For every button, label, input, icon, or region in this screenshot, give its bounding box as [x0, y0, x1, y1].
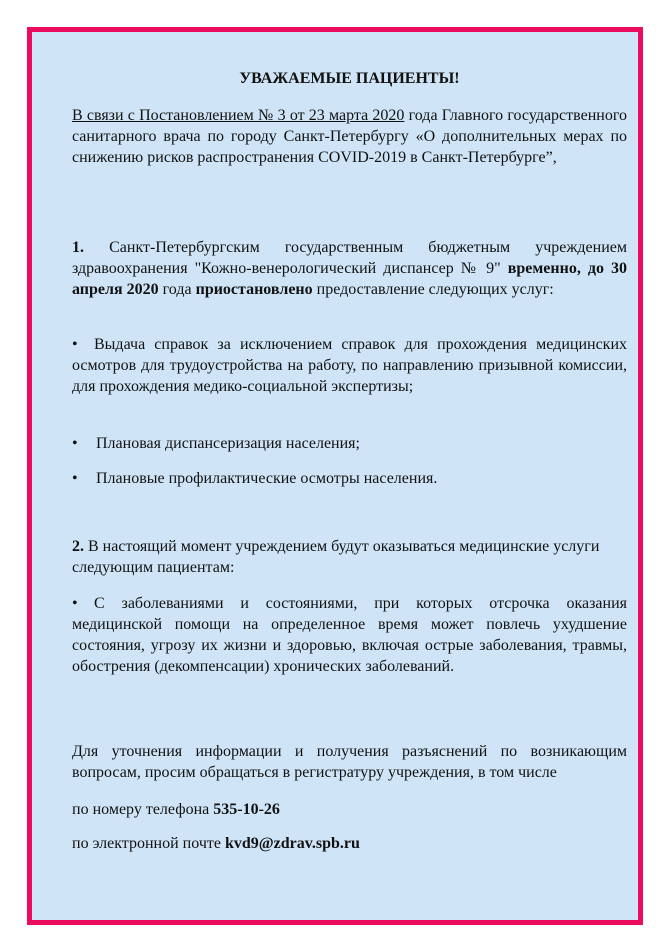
section1-text-b: года — [158, 281, 196, 298]
notice-page — [27, 27, 643, 925]
section2-number: 2. — [72, 538, 84, 555]
section2-paragraph — [72, 536, 620, 578]
section2-bullet-1 — [72, 593, 627, 677]
section1-suspended: приостановлено — [195, 281, 313, 298]
contact-email-line — [72, 833, 627, 854]
bullet-text: С заболеваниями и состояниями, при которых отсрочка оказания медицинской помощи на определенное время может повлечь ухудшение состояния, угрозу их жизни и здоровью, включая острые заболевания, травмы, обострения (декомпенсации) хронических заболеваний. — [72, 595, 627, 675]
bullet-dot-icon: • — [72, 336, 78, 353]
contact-phone-line — [72, 799, 627, 820]
intro-decree-reference: В связи с Постановлением № 3 от 23 марта 2020 — [72, 107, 405, 124]
bullet-text: Плановая диспансеризация населения; — [96, 435, 360, 452]
bullet-dot-icon: • — [72, 595, 78, 612]
section1-paragraph — [72, 237, 627, 300]
intro-text: года Главного государственного санитарного врача по городу Санкт-Петербургу «О дополнительных мерах по снижению рисков распространения COVID-2019 в Санкт-Петербурге”, — [72, 107, 628, 166]
phone-label: по номеру телефона — [72, 801, 214, 818]
bullet-dot-icon: • — [72, 470, 78, 487]
section1-text-c: предоставление следующих услуг: — [312, 281, 554, 298]
email-address: kvd9@zdrav.spb.ru — [224, 835, 360, 852]
bullet-text: Плановые профилактические осмотры населения. — [96, 470, 438, 487]
section1-bullet-2 — [72, 433, 627, 454]
section1-text-a: Санкт-Петербургским государственным бюджетным учреждением здравоохранения "Кожно-венерологический диспансер № 9" — [72, 239, 627, 277]
phone-number: 535-10-26 — [213, 801, 280, 818]
bullet-dot-icon: • — [72, 435, 78, 452]
notice-title: УВАЖАЕМЫЕ ПАЦИЕНТЫ! — [239, 70, 460, 87]
section1-bullet-1 — [72, 334, 627, 397]
contact-info-paragraph: Для уточнения информации и получения разъяснений по возникающим вопросам, просим обращаться в регистратуру учреждения, в том числе — [72, 743, 627, 781]
section1-date: временно, до 30 апреля 2020 — [72, 260, 628, 298]
intro-paragraph — [72, 105, 627, 168]
bullet-text: Выдача справок за исключением справок для прохождения медицинских осмотров для трудоустройства на работу, по направлению призывной комиссии, для прохождения медико-социальной экспертизы; — [72, 336, 627, 395]
email-label: по электронной почте — [72, 835, 225, 852]
section1-number: 1. — [72, 239, 84, 256]
section1-bullet-3 — [72, 468, 627, 489]
section2-text: В настоящий момент учреждением будут оказываться медицинские услуги следующим пациентам: — [72, 538, 600, 576]
